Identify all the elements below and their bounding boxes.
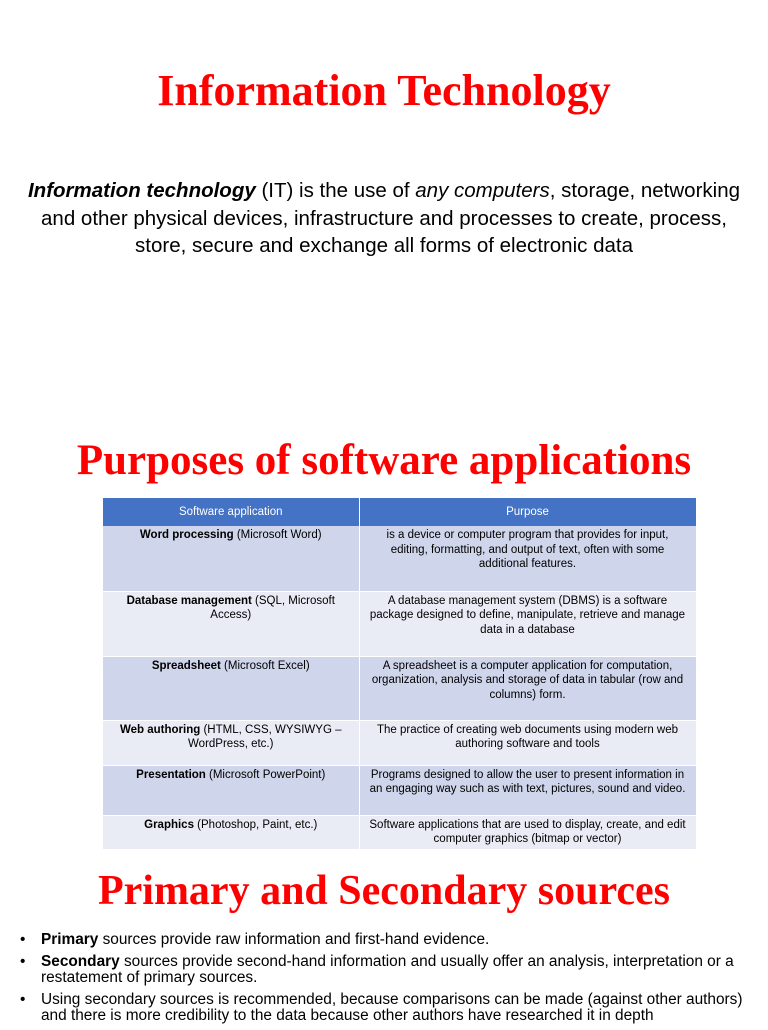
bullet-text: sources provide raw information and first-hand evidence. xyxy=(98,931,490,948)
application-name: Web authoring xyxy=(120,723,201,736)
purpose-cell: Software applications that are used to display, create, and edit computer graphics (bitmap or vector) xyxy=(359,815,696,849)
page-title: Information Technology xyxy=(157,66,611,115)
intro-emphasis: any computers xyxy=(415,179,550,202)
application-name: Database management xyxy=(126,594,252,607)
intro-paragraph xyxy=(20,177,748,260)
bullet-text: sources provide second-hand information and usually offer an analysis, interpretation or a restatement of primary sources. xyxy=(41,952,734,986)
table-row xyxy=(103,526,696,591)
application-detail: (Microsoft PowerPoint) xyxy=(205,768,326,781)
table-row xyxy=(103,656,696,720)
application-name: Spreadsheet xyxy=(151,659,221,672)
bullet-keyword: Primary xyxy=(41,931,99,948)
application-name: Graphics xyxy=(144,818,194,831)
application-name: Word processing xyxy=(139,529,234,541)
purpose-cell: A spreadsheet is a computer application for computation, organization, analysis and storage of data in tabular (row and columns) form. xyxy=(359,656,696,720)
list-item xyxy=(20,932,760,949)
section-title-purposes: Purposes of software applications xyxy=(76,437,692,484)
bullet-keyword: Secondary xyxy=(41,952,120,970)
list-item xyxy=(20,954,760,987)
intro-text-1: (IT) is the use of xyxy=(255,179,416,202)
purpose-cell: The practice of creating web documents using modern web authoring software and tools xyxy=(359,720,696,765)
application-detail: (HTML, CSS, WYSIWYG – WordPress, etc.) xyxy=(188,723,342,751)
application-name: Presentation xyxy=(136,768,206,781)
application-cell xyxy=(103,591,359,656)
section-title-sources: Primary and Secondary sources xyxy=(97,868,671,914)
application-cell xyxy=(103,526,359,591)
table-row xyxy=(103,765,696,815)
application-detail: (Microsoft Excel) xyxy=(220,659,310,672)
table-row xyxy=(103,591,696,656)
application-detail: (Microsoft Word) xyxy=(233,529,322,541)
purpose-cell: Programs designed to allow the user to present information in an engaging way such as with text, pictures, sound and video. xyxy=(359,765,696,815)
application-cell xyxy=(103,765,359,815)
software-applications-table xyxy=(103,498,697,850)
bullet-text: Using secondary sources is recommended, because comparisons can be made (against other authors) and there is more credibility to the data because other authors have researched it in depth xyxy=(41,990,743,1024)
purpose-cell: A database management system (DBMS) is a software package designed to define, manipulate, retrieve and manage data in a database xyxy=(359,591,696,656)
bullet-icon: • xyxy=(20,990,26,1008)
application-cell xyxy=(103,815,359,849)
application-detail: (Photoshop, Paint, etc.) xyxy=(193,818,318,831)
intro-term: Information technology xyxy=(27,179,256,202)
list-item xyxy=(20,992,760,1025)
column-header-purpose: Purpose xyxy=(359,498,696,526)
table-row xyxy=(103,815,696,849)
intro-text-2: , storage, networking and other physical devices, infrastructure and processes to create, process, store, secure and exchange all forms of electronic data xyxy=(41,179,741,257)
purpose-cell: is a device or computer program that provides for input, editing, formatting, and output of text, often with some additional features. xyxy=(359,526,696,591)
application-detail: (SQL, Microsoft Access) xyxy=(210,594,335,622)
bullet-icon: • xyxy=(20,952,26,970)
column-header-application: Software application xyxy=(103,498,359,526)
application-cell xyxy=(103,720,359,765)
table-row xyxy=(103,720,696,765)
bullet-icon: • xyxy=(20,931,26,948)
table-header-row xyxy=(103,498,696,526)
sources-bullet-list xyxy=(20,932,760,1030)
application-cell xyxy=(103,656,359,720)
